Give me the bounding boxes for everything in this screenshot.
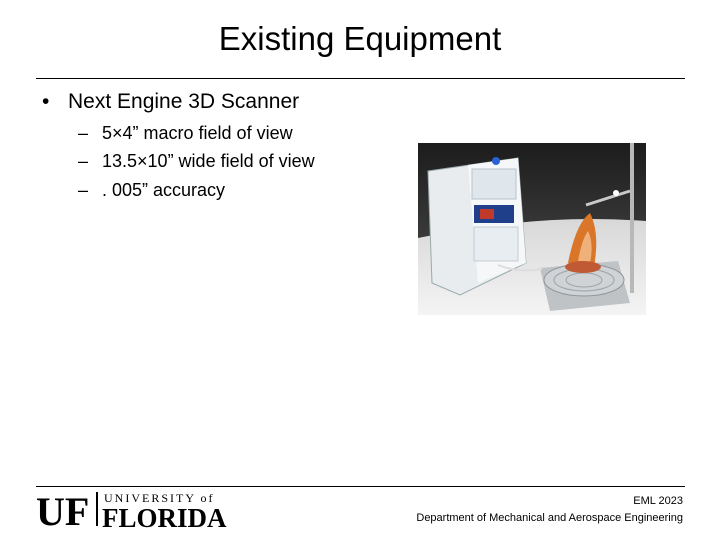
uf-logo-university-of: UNIVERSITY of	[104, 491, 215, 505]
uf-logo-florida: FLORIDA	[102, 503, 227, 530]
footer-course: EML 2023	[633, 495, 683, 507]
sub-bullet-text: 5×4” macro field of view	[102, 123, 293, 143]
dash-symbol: –	[78, 180, 89, 200]
title-divider	[36, 78, 685, 79]
main-bullet	[42, 90, 299, 114]
main-bullet-text: Next Engine 3D Scanner	[68, 90, 300, 113]
scanner-photo	[418, 143, 646, 315]
sub-bullet	[78, 123, 293, 144]
uf-logo	[36, 488, 246, 530]
dash-symbol: –	[78, 123, 89, 143]
sub-bullet-text: 13.5×10” wide field of view	[102, 151, 315, 171]
sub-bullet	[78, 180, 225, 201]
dash-symbol: –	[78, 151, 89, 171]
bullet-symbol: •	[42, 90, 50, 113]
sub-bullet	[78, 151, 315, 172]
sub-bullet-text: . 005” accuracy	[102, 180, 226, 200]
footer-divider	[36, 486, 685, 487]
uf-logo-monogram: UF	[36, 489, 90, 530]
slide-title: Existing Equipment	[218, 20, 502, 57]
footer-department: Department of Mechanical and Aerospace Engineering	[416, 512, 683, 524]
